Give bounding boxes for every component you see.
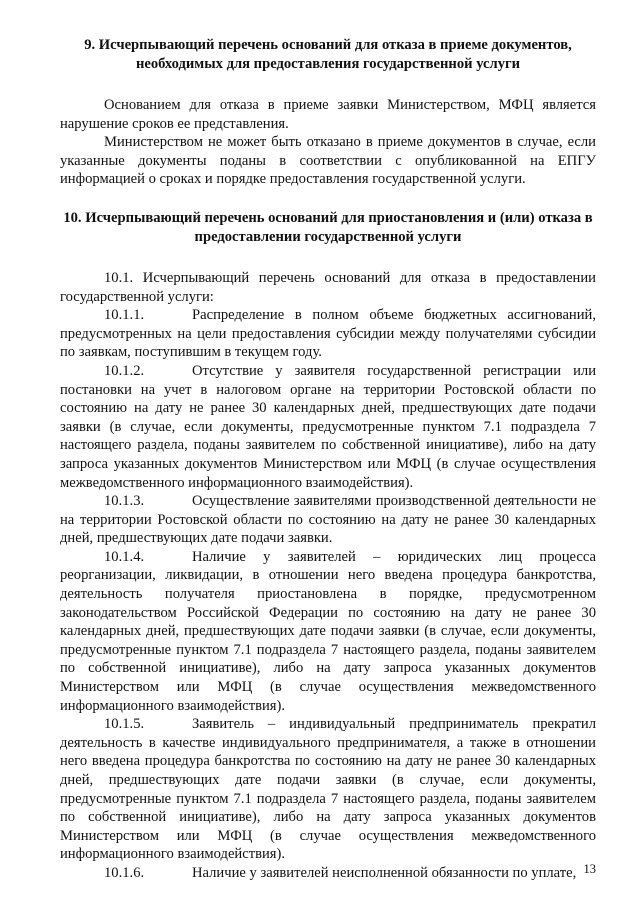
item-number: 10.1.3. (104, 493, 145, 510)
section-10-heading: 10. Исчерпывающий перечень оснований для приостановления и (или) отказа в предоставлении государственной услуги (63, 209, 593, 245)
item-text: Наличие у заявителей неисполненной обязанности по уплате, (192, 864, 577, 881)
list-item (60, 548, 596, 715)
section-9-paragraph-2: Министерством не может быть отказано в приеме документов в случае, если указанные документы поданы в соответствии с опубликованной на ЕПГУ информацией о сроках и порядке предоставления государственной услуги. (60, 134, 596, 188)
section-10-intro: 10.1. Исчерпывающий перечень оснований для отказа в предоставлении государственной услуги: (60, 269, 596, 305)
item-text: Распределение в полном объеме бюджетных ассигнований, предусмотренных на цели предоставления субсидии между получателями субсидии по заявкам, поступившим в текущем году. (60, 307, 596, 361)
item-number: 10.1.1. (104, 307, 145, 324)
section-9-paragraph-1: Основанием для отказа в приеме заявки Министерством, МФЦ является нарушение сроков ее представления. (60, 97, 596, 132)
list-item (60, 492, 596, 548)
page-number: 13 (583, 862, 596, 876)
item-text: Осуществление заявителями производственной деятельности не на территории Ростовской области по состоянию на дату не ранее 30 календарных дней, предшествующих дате подачи заявки. (60, 493, 596, 547)
item-number: 10.1.5. (104, 716, 145, 733)
item-text: Отсутствие у заявителя государственной регистрации или постановки на учет в налоговом органе на территории Ростовской области по состоянию на дату не ранее 30 календарных дней, предшествующих дате подачи заявки (в случае, если документы, предусмотренные пунктом 7.1 подраздела 7 настоящего раздела, поданы заявителем по собственной инициативе), либо на дату запроса указанных документов Министерством или МФЦ (в случае осуществления межведомственного информационного взаимодействия). (60, 362, 596, 491)
item-number: 10.1.6. (104, 864, 145, 881)
item-number: 10.1.4. (104, 548, 145, 565)
item-text: Наличие у заявителей – юридических лиц процесса реорганизации, ликвидации, в отношении него введена процедура банкротства, деятельность получателя приостановлена в порядке, предусмотренном законодательством Российской Федерации по состоянию на дату не ранее 30 календарных дней, предшествующих дате подачи заявки (в случае, если документы, предусмотренные пунктом 7.1 подраздела 7 настоящего раздела, поданы заявителем по собственной инициативе), либо на дату запроса указанных документов Министерством или МФЦ (в случае осуществления межведомственного информационного взаимодействия). (60, 548, 596, 714)
list-item (60, 864, 596, 883)
list-item (60, 306, 596, 362)
section-9-heading: 9. Исчерпывающий перечень оснований для отказа в приеме документов, необходимых для предоставления государственной услуги (84, 37, 572, 72)
item-number: 10.1.2. (104, 362, 145, 379)
list-item (60, 715, 596, 864)
list-item (60, 362, 596, 492)
item-text: Заявитель – индивидуальный предприниматель прекратил деятельность в качестве индивидуального предпринимателя, а также в отношении него введена процедура банкротства по состоянию на дату не ранее 30 календарных дней, предшествующих дате подачи заявки (в случае, если документы, предусмотренные пунктом 7.1 подраздела 7 настоящего раздела, поданы заявителем по собственной инициативе), либо на дату запроса указанных документов Министерством или МФЦ (в случае осуществления межведомственного информационного взаимодействия). (60, 716, 596, 863)
